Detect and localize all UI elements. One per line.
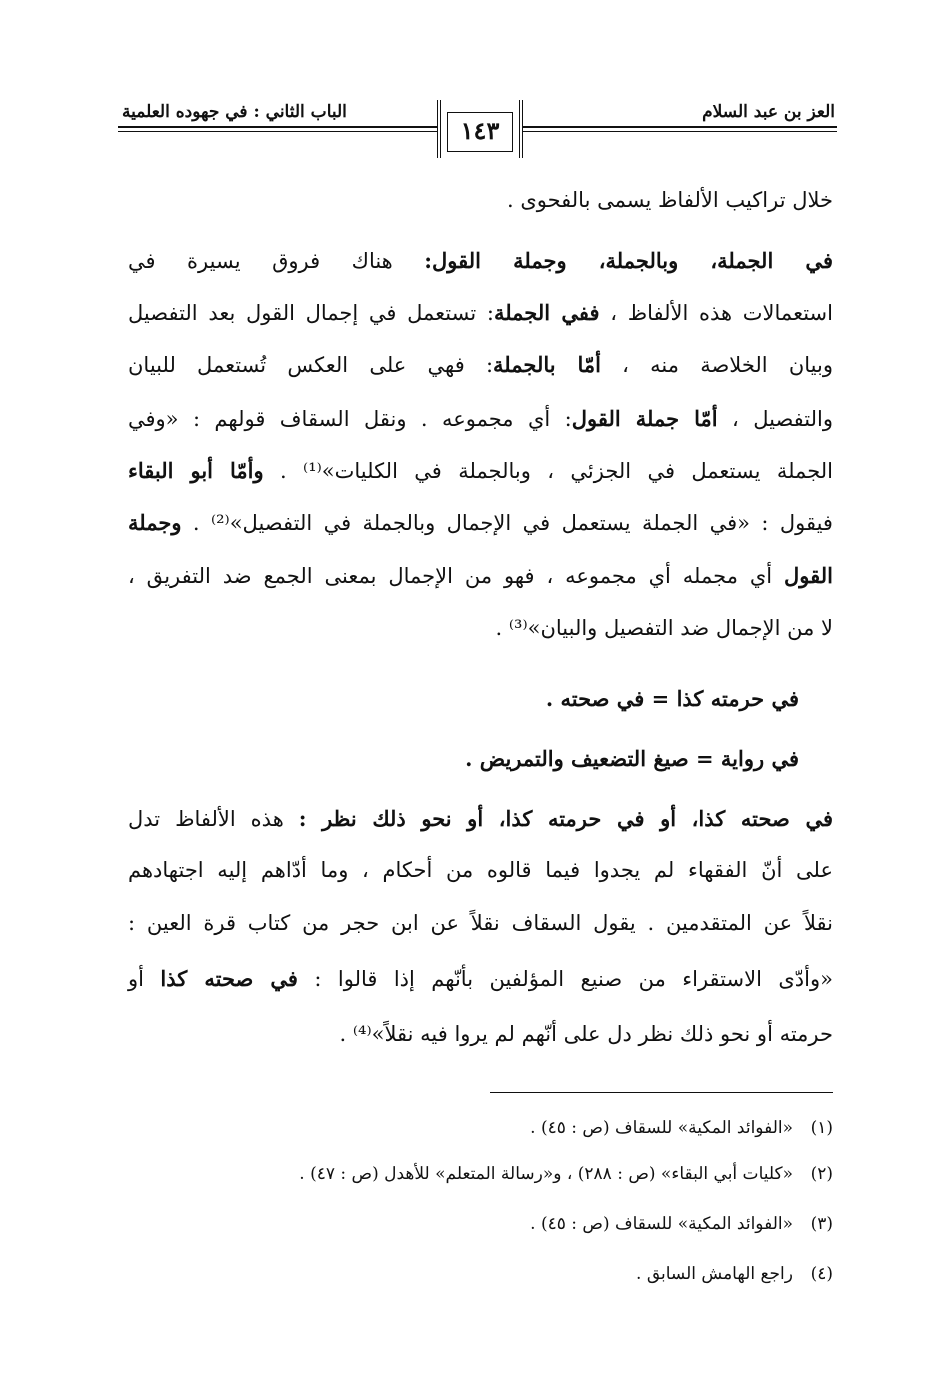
term: أمّا بالجملة: [493, 352, 601, 377]
text-line: وبيان الخلاصة منه ، أمّا بالجملة: فهي على العكس تُستعمل للبيان: [128, 352, 833, 377]
text-line: القول أي مجمله أي مجموعه ، فهو من الإجمال بمعنى الجمع ضد التفريق ،: [128, 563, 833, 588]
term-heading: في صحته كذا، أو في حرمته كذا، أو نحو ذلك نظر :: [298, 806, 833, 831]
running-header-author: العز بن عبد السلام: [702, 102, 835, 122]
term: أمّا جملة القول: [571, 406, 718, 431]
footnote: (١)«الفوائد المكية» للسقاف (ص : ٤٥) .: [530, 1118, 833, 1138]
footnote: (٣)«الفوائد المكية» للسقاف (ص : ٤٥) .: [530, 1214, 833, 1234]
footnote-number: (٤): [810, 1264, 833, 1284]
page-number-frame: [437, 100, 523, 158]
text-line: على أنّ الفقهاء لم يجدوا فيما قالوه من أحكام ، وما أدّاهم إليه اجتهادهم: [128, 858, 833, 882]
footnote: (٤)راجع الهامش السابق .: [636, 1264, 833, 1284]
text-line: نقلاً عن المتقدمين . يقول السقاف نقلاً عن ابن حجر من كتاب قرة العين :: [128, 911, 833, 935]
text-line: «وأدّى الاستقراء من صنيع المؤلفين بأنّهم إذا قالوا : في صحته كذا أو: [128, 966, 833, 991]
text-line: لا من الإجمال ضد التفصيل والبيان»⁽³⁾ .: [495, 616, 833, 640]
text-line: خلال تراكيب الألفاظ يسمى بالفحوى .: [506, 188, 833, 212]
term-heading: في الجملة، وبالجملة، وجملة القول:: [424, 248, 833, 273]
page-number: ١٤٣: [460, 116, 500, 145]
footnote: (٢)«كليات أبي البقاء» (ص : ٢٨٨) ، و«رسالة المتعلم» للأهدل (ص : ٤٧) .: [299, 1164, 833, 1184]
footnote-number: (١): [810, 1118, 833, 1138]
term: القول: [784, 563, 833, 588]
text-line: الجملة يستعمل في الجزئي ، وبالجملة في الكليات»⁽¹⁾ . وأمّا أبو البقاء: [128, 458, 833, 483]
text-line: استعمالات هذه الألفاظ ، ففي الجملة: تستعمل في إجمال القول بعد التفصيل: [128, 300, 833, 325]
footnote-number: (٢): [810, 1164, 833, 1184]
text-line: في الجملة، وبالجملة، وجملة القول: هناك فروق يسيرة في: [128, 248, 833, 273]
term: وجملة: [128, 510, 182, 535]
term: ففي الجملة: [493, 300, 600, 325]
text-line: فيقول : «في الجملة يستعمل في الإجمال وبالجملة في التفصيل»⁽²⁾ . وجملة: [128, 510, 833, 535]
text-line: في صحته كذا، أو في حرمته كذا، أو نحو ذلك نظر : هذه الألفاظ تدل: [128, 806, 833, 831]
text-line: والتفصيل ، أمّا جملة القول: أي مجموعه . ونقل السقاف قولهم : «وفي: [128, 406, 833, 431]
running-header-chapter: الباب الثاني : في جهوده العلمية: [122, 102, 347, 122]
term-heading: في رواية = صيغ التضعيف والتمريض .: [465, 746, 799, 771]
term-heading: في حرمته كذا = في صحته .: [545, 686, 799, 711]
footnote-number: (٣): [810, 1214, 833, 1234]
term: وأمّا أبو البقاء: [128, 458, 264, 483]
text-line: حرمته أو نحو ذلك نظر دل على أنّهم لم يروا فيه نقلاً»⁽⁴⁾ .: [339, 1022, 833, 1046]
footnote-separator: [490, 1092, 833, 1093]
term: في صحته كذا: [160, 966, 298, 991]
